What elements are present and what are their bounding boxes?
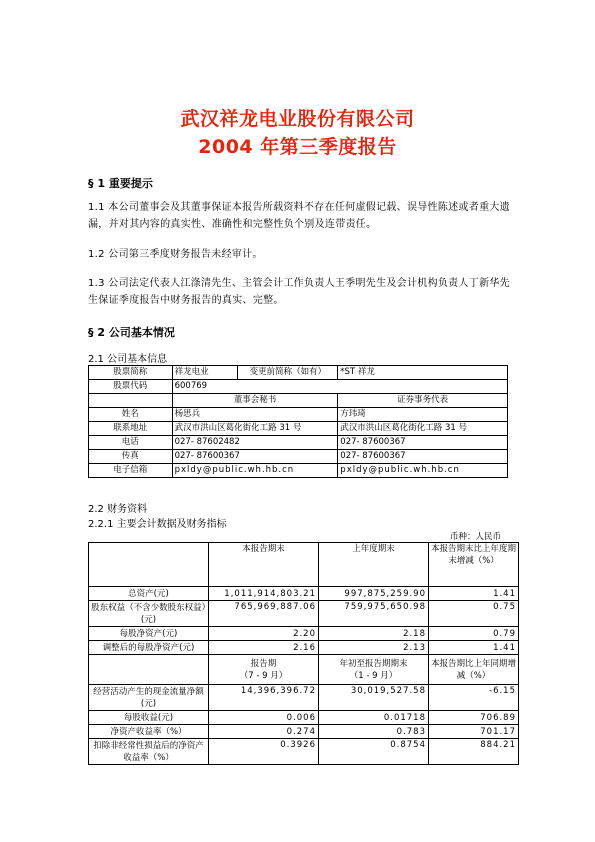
table-cell: 027- 87600367 [338,450,508,464]
table-cell: 1.41 [429,641,519,655]
table-cell: 765,969,887.06 [209,601,319,627]
table-cell: 14,396,396.72 [209,685,319,711]
table-row [89,685,519,711]
table-cell: 电话 [89,436,173,450]
subsection-2-1: 2.1 公司基本信息 [88,354,168,365]
table-row [89,436,508,450]
table-row [89,725,519,739]
paragraph-1-1: 1.1 本公司董事会及其董事保证本报告所载资料不存在任何虚假记载、误导性陈述或者重大遗漏，并对其内容的真实性、准确性和完整性负个别及连带责任。 [88,202,510,230]
table-cell: 杨思兵 [172,408,338,422]
table-row [89,394,508,408]
report-title-company: 武汉祥龙电业股份有限公司 [180,108,415,130]
table-cell: 0.006 [209,711,319,725]
table-cell: 2.13 [319,641,429,655]
table-cell: 本报告期比上年同期增减（%） [429,655,519,685]
table-cell: 0.01718 [319,711,429,725]
table-cell: 报告期 （7 - 9 月） [209,655,319,685]
table-row [89,601,519,627]
table-row [89,739,519,765]
table-row [89,655,519,685]
currency-note: 币种：人民币 [450,532,502,542]
table-cell: pxldy@public.wh.hb.cn [338,464,508,478]
table-cell: 997,875,259.90 [319,587,429,601]
table-cell: 1,011,914,803.21 [209,587,319,601]
table-cell: 董事会秘书 [172,394,338,408]
paragraph-1-3: 1.3 公司法定代表人江涤清先生、主管会计工作负责人王季明先生及会计机构负责人丁新华先生保证季度报告中财务报告的真实、完整。 [88,278,510,306]
table-row [89,408,508,422]
table-row [89,380,508,394]
table-row [89,587,519,601]
table-cell: 变更前简称（如有） [238,366,338,380]
report-title-period: 2004 年第三季度报告 [198,136,397,158]
table-cell: 祥龙电业 [172,366,238,380]
table-row [89,450,508,464]
table-cell: 净资产收益率（%） [89,725,209,739]
table-cell: 总资产(元) [89,587,209,601]
table-row [89,627,519,641]
table-cell: 701.17 [429,725,519,739]
table-row [89,464,508,478]
table-cell: 证券事务代表 [338,394,508,408]
table-cell [89,543,209,587]
table-cell: 武汉市洪山区葛化街化工路 31 号 [338,422,508,436]
table-cell [89,394,173,408]
table-cell: 2.20 [209,627,319,641]
table-cell: -6.15 [429,685,519,711]
table-row [89,543,519,587]
table-cell: 经营活动产生的现金流量净额(元) [89,685,209,711]
table-cell [89,655,209,685]
table-cell: 2.18 [319,627,429,641]
table-cell: 姓名 [89,408,173,422]
table-cell: *ST 祥龙 [338,366,508,380]
subsection-2-2-1: 2.2.1 主要会计数据及财务指标 [88,519,227,530]
table-cell: 年初至报告期期末 （1 - 9 月） [319,655,429,685]
table-cell: 30,019,527.58 [319,685,429,711]
table-cell: 0.75 [429,601,519,627]
table-cell: 0.274 [209,725,319,739]
table-cell: 0.8754 [319,739,429,765]
table-cell: 上年度期末 [319,543,429,587]
table-cell: 759,975,650.98 [319,601,429,627]
table-cell: 884.21 [429,739,519,765]
table-cell: 每股净资产(元) [89,627,209,641]
subsection-2-2: 2.2 财务资料 [88,504,148,515]
table-cell: 股东权益（不含少数股东权益）(元) [89,601,209,627]
table-cell: 扣除非经常性损益后的净资产收益率（%） [89,739,209,765]
table-row [89,711,519,725]
table-cell: 传真 [89,450,173,464]
section-1-heading: § 1 重要提示 [88,177,153,190]
table-cell: 027- 87600367 [172,450,338,464]
table-cell: 每股收益(元) [89,711,209,725]
table-cell: 027- 87600367 [338,436,508,450]
table-cell: 调整后的每股净资产(元) [89,641,209,655]
company-info-table [88,365,508,478]
table-cell: 027- 87602482 [172,436,338,450]
table-cell: 0.783 [319,725,429,739]
table-cell: 1.41 [429,587,519,601]
table-cell: 股票代码 [89,380,173,394]
table-row [89,366,508,380]
paragraph-1-2: 1.2 公司第三季度财务报告未经审计。 [88,249,263,260]
table-cell: 600769 [172,380,507,394]
table-cell: 股票简称 [89,366,173,380]
table-cell: 0.79 [429,627,519,641]
table-cell: 本报告期末比上年度期末增减（%） [429,543,519,587]
table-cell: 武汉市洪山区葛化街化工路 31 号 [172,422,338,436]
table-cell: 0.3926 [209,739,319,765]
table-cell: 706.89 [429,711,519,725]
table-cell: 本报告期末 [209,543,319,587]
table-row [89,422,508,436]
financial-indicators-table [88,542,519,765]
table-row [89,641,519,655]
table-cell: pxldy@public.wh.hb.cn [172,464,338,478]
table-cell: 联系地址 [89,422,173,436]
table-cell: 方玮琦 [338,408,508,422]
table-cell: 2.16 [209,641,319,655]
section-2-heading: § 2 公司基本情况 [88,326,175,339]
table-cell: 电子信箱 [89,464,173,478]
